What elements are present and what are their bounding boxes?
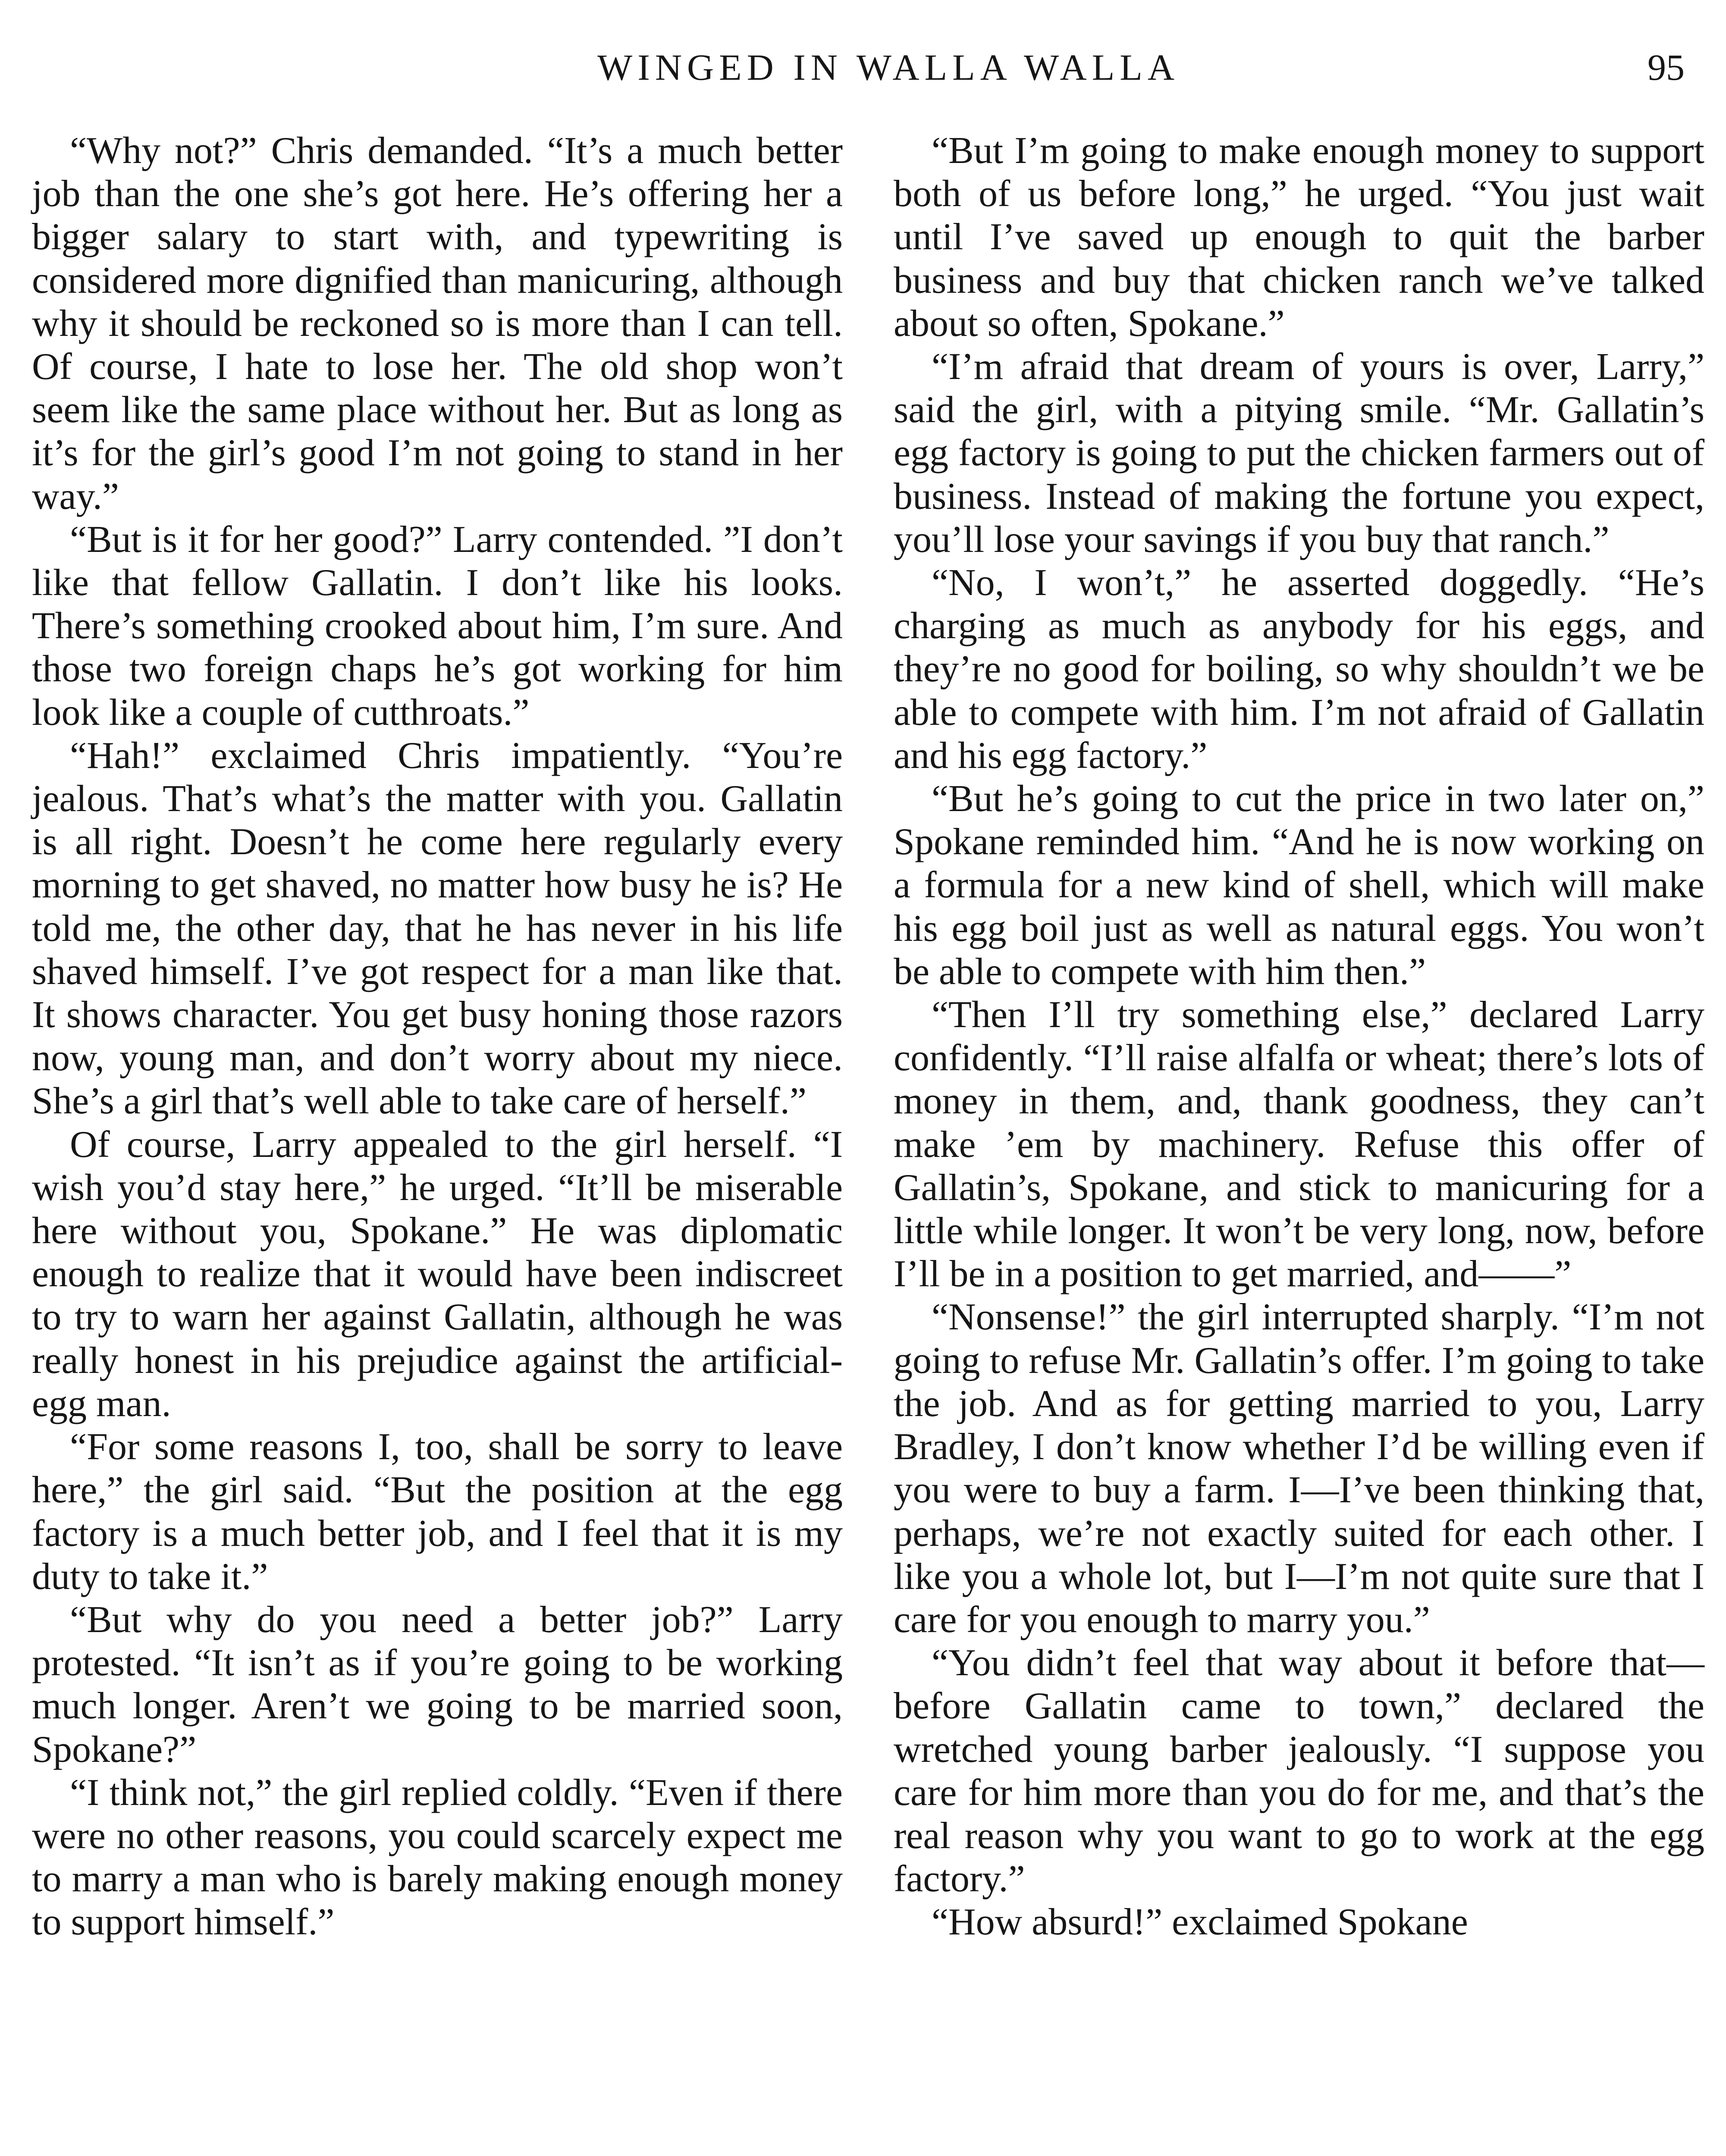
paragraph: “No, I won’t,” he asserted doggedly. “He’s charging as much as anybody for his eggs, and they’re no good for boiling, so why shouldn’t we be able to compete with him. I’m not afraid of Gallatin and his egg factory.”	[894, 562, 1704, 777]
paragraph: Of course, Larry appealed to the girl herself. “I wish you’d stay here,” he urged. “It’ll be miserable here without you, Spokane.” He was diplomatic enough to realize that it would have been indiscreet to try to warn her against Gallatin, although he was really honest in his prejudice against the artificial-egg man.	[32, 1123, 843, 1425]
right-column	[894, 129, 1704, 1944]
paragraph: “I’m afraid that dream of yours is over, Larry,” said the girl, with a pitying smile. “Mr. Gallatin’s egg factory is going to put the chicken farmers out of business. Instead of making the fortune you expect, you’ll lose your savings if you buy that ranch.”	[894, 346, 1704, 561]
left-column	[32, 129, 843, 1944]
paragraph: “I think not,” the girl replied coldly. “Even if there were no other reasons, you could scarcely expect me to marry a man who is barely making enough money to support himself.”	[32, 1771, 843, 1943]
paragraph: “But is it for her good?” Larry contended. ”I don’t like that fellow Gallatin. I don’t like his looks. There’s something crooked about him, I’m sure. And those two foreign chaps he’s got working for him look like a couple of cutthroats.”	[32, 518, 843, 733]
running-header	[0, 41, 1726, 93]
running-title: WINGED IN WALLA WALLA	[597, 47, 1180, 88]
paragraph: “Nonsense!” the girl interrupted sharply. “I’m not going to refuse Mr. Gallatin’s offer. I’m going to take the job. And as for getting married to you, Larry Bradley, I don’t know whether I’d be willing even if you were to buy a farm. I—I’ve been thinking that, perhaps, we’re not exactly suited for each other. I like you a whole lot, but I—I’m not quite sure that I care for you enough to marry you.”	[894, 1296, 1704, 1641]
page-number: 95	[1648, 47, 1685, 88]
paragraph: “But he’s going to cut the price in two later on,” Spokane reminded him. “And he is now working on a formula for a new kind of shell, which will make his egg boil just as well as natural eggs. You won’t be able to compete with him then.”	[894, 778, 1704, 993]
paragraph: “But why do you need a better job?” Larry protested. “It isn’t as if you’re going to be working much longer. Aren’t we going to be married soon, Spokane?”	[32, 1598, 843, 1771]
paragraph: “How absurd!” exclaimed Spokane	[932, 1901, 1468, 1943]
paragraph: “But I’m going to make enough money to support both of us before long,” he urged. “You just wait until I’ve saved up enough to quit the barber business and buy that chicken ranch we’ve talked about so often, Spokane.”	[894, 130, 1704, 345]
paragraph: “Then I’ll try something else,” declared Larry confidently. “I’ll raise alfalfa or wheat; there’s lots of money in them, and, thank goodness, they can’t make ’em by machinery. Refuse this offer of Gallatin’s, Spokane, and stick to manicuring for a little while longer. It won’t be very long, now, before I’ll be in a position to get married, and——”	[894, 994, 1704, 1295]
paragraph: “Hah!” exclaimed Chris impatiently. “You’re jealous. That’s what’s the matter with you. Gallatin is all right. Doesn’t he come here regularly every morning to get shaved, no matter how busy he is? He told me, the other day, that he has never in his life shaved himself. I’ve got respect for a man like that. It shows character. You get busy honing those razors now, young man, and don’t worry about my niece. She’s a girl that’s well able to take care of herself.”	[32, 734, 843, 1122]
paragraph: “Why not?” Chris demanded. “It’s a much better job than the one she’s got here. He’s offering her a bigger salary to start with, and typewriting is considered more dignified than manicuring, although why it should be reckoned so is more than I can tell. Of course, I hate to lose her. The old shop won’t seem like the same place without her. But as long as it’s for the girl’s good I’m not going to stand in her way.”	[32, 130, 843, 517]
paragraph: “You didn’t feel that way about it before that—before Gallatin came to town,” declared the wretched young barber jealously. “I suppose you care for him more than you do for me, and that’s the real reason why you want to go to work at the egg factory.”	[894, 1642, 1704, 1900]
paragraph: “For some reasons I, too, shall be sorry to leave here,” the girl said. “But the position at the egg factory is a much better job, and I feel that it is my duty to take it.”	[32, 1426, 843, 1598]
